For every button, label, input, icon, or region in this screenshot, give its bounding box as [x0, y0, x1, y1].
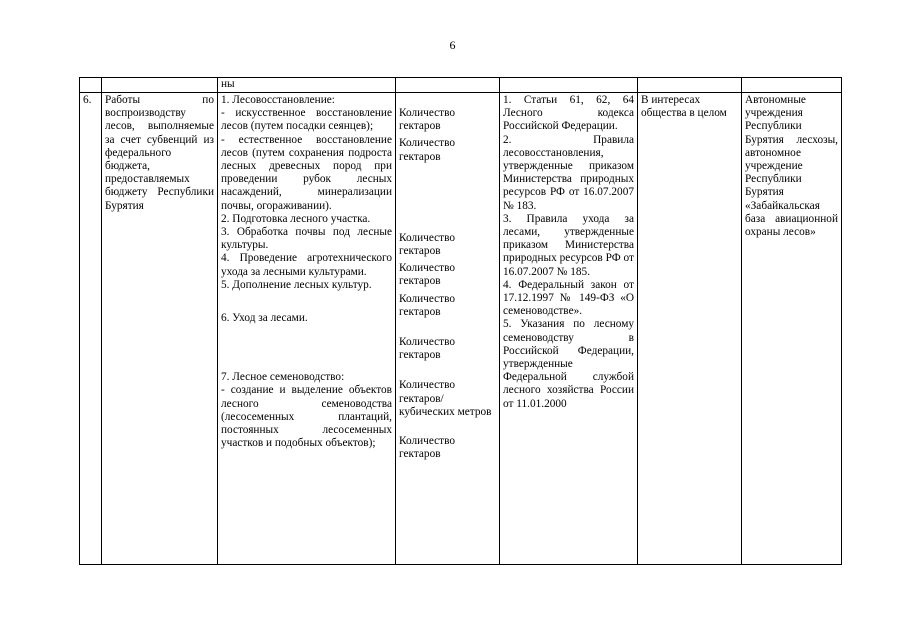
cont-cell-interest — [638, 78, 742, 93]
legal-item: 5. Указания по лесному семеноводству в Российской Федерации, утвержденные Федеральной службой лесного хозяйства России от 11.01.2000 — [503, 318, 634, 410]
activity-item: 5. Дополнение лесных культур. — [221, 278, 372, 291]
legal-item: 3. Правила ухода за лесами, утвержденные приказом Министерства природных ресурсов РФ от 16.07.2007 № 185. — [503, 212, 634, 278]
continuation-row — [80, 78, 842, 93]
unit-item: Количество гектаров/ кубических метров — [399, 379, 492, 418]
cont-cell-activities: ны — [218, 78, 396, 93]
unit-item: Количество гектаров — [399, 107, 455, 133]
activity-item: 2. Подготовка лесного участка. — [221, 212, 371, 225]
interest-cell: В интересах общества в целом — [638, 93, 742, 565]
unit-item: Количество гектаров — [399, 137, 455, 163]
cont-cell-work-type — [102, 78, 218, 93]
unit-item: Количество гектаров — [399, 262, 455, 288]
units-cell — [396, 93, 500, 565]
unit-item: Количество гектаров — [399, 292, 455, 318]
activity-item: - искусственное восстановление лесов (путем посадки сеянцев); — [221, 107, 392, 133]
cont-cell-number — [80, 78, 102, 93]
work-type-cell: Работы по воспроизводству лесов, выполняемые за счет субвенций из федерального бюджета, предоставляемых бюджету Республики Бурятия — [102, 93, 218, 565]
cont-cell-units — [396, 78, 500, 93]
activities-cell — [218, 93, 396, 565]
table-row — [80, 93, 842, 565]
activity-item: 6. Уход за лесами. — [221, 312, 308, 325]
activity-item: - естественное восстановление лесов (путем сохранения подроста лесных древесных пород при проведении рубок лесных насаждений, минерализации почвы, огораживании). — [221, 133, 392, 212]
unit-item: Количество гектаров — [399, 336, 455, 362]
executors-cell: Автономные учреждения Республики Бурятия лесхозы, автономное учреждение Республики Бурятия «Забайкальская база авиационной охраны лесов» — [742, 93, 842, 565]
unit-item: Количество гектаров — [399, 231, 455, 258]
legal-item: 2. Правила лесовосстановления, утвержденные приказом Министерства природных ресурсов РФ от 16.07.2007 № 183. — [503, 133, 634, 212]
activity-item: 1. Лесовосстановление: — [221, 94, 335, 106]
cont-cell-executors — [742, 78, 842, 93]
page-number: 6 — [449, 38, 456, 52]
activity-item: 4. Проведение агротехнического ухода за лесными культурами. — [221, 252, 392, 278]
unit-item: Количество гектаров — [399, 435, 455, 461]
legal-item: 4. Федеральный закон от 17.12.1997 № 149-ФЗ «О семеноводстве». — [503, 278, 634, 318]
row-number: 6. — [80, 93, 102, 565]
forestry-works-table — [79, 77, 842, 565]
activity-item: - создание и выделение объектов лесного семеноводства (лесосеменных плантаций, постоянных лесосеменных участков и подобных объектов); — [221, 384, 392, 450]
activity-item: 3. Обработка почвы под лесные культуры. — [221, 226, 392, 252]
legal-item: 1. Статьи 61, 62, 64 Лесного кодекса Российской Федерации. — [503, 94, 634, 133]
legal-basis-cell — [500, 93, 638, 565]
activity-item: 7. Лесное семеноводство: — [221, 371, 345, 384]
cont-cell-legal-basis — [500, 78, 638, 93]
